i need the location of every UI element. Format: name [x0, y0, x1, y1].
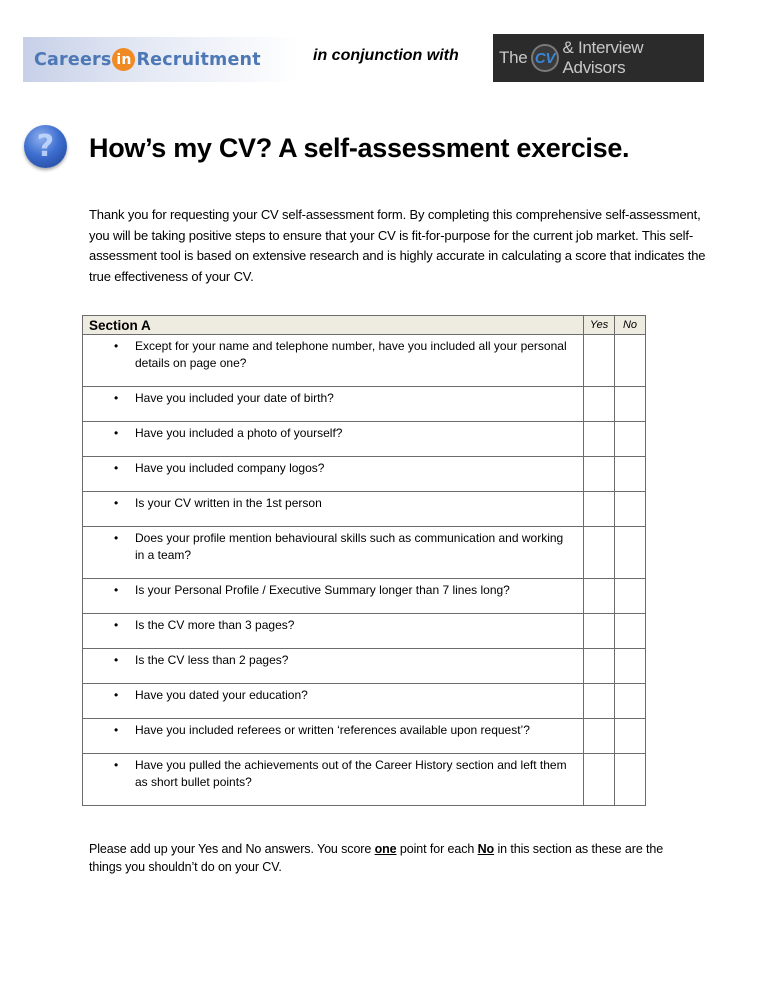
no-answer-box[interactable] [615, 684, 646, 719]
question-text: Is your CV written in the 1st person [135, 496, 322, 510]
table-row [83, 527, 646, 579]
no-answer-box[interactable] [615, 649, 646, 684]
cv-interview-advisors-logo [493, 34, 704, 82]
question-cell [83, 457, 584, 492]
bullet-icon: • [114, 583, 119, 597]
yes-answer-box[interactable] [584, 719, 615, 754]
section-label: Section A [83, 316, 584, 335]
question-text: Except for your name and telephone number, have you included all your personal details on page one? [135, 339, 567, 370]
question-text: Have you dated your education? [135, 688, 308, 702]
question-cell [83, 492, 584, 527]
no-answer-box[interactable] [615, 754, 646, 806]
logo-text-careers: Careers [34, 49, 112, 70]
scoring-instructions [89, 840, 699, 876]
question-cell [83, 335, 584, 387]
question-mark-icon: ? [24, 125, 67, 168]
no-answer-box[interactable] [615, 335, 646, 387]
bullet-icon: • [114, 531, 119, 545]
section-a-table [82, 315, 646, 806]
intro-paragraph: Thank you for requesting your CV self-assessment form. By completing this comprehensive self-assessment, you will be taking positive steps to ensure that your CV is fit-for-purpose for the current job market. This self-assessment tool is based on extensive research and is highly accurate in calculating a score that indicates the true effectiveness of your CV. [89, 207, 706, 284]
yes-answer-box[interactable] [584, 492, 615, 527]
bullet-icon: • [114, 461, 119, 475]
table-row [83, 422, 646, 457]
table-row [83, 649, 646, 684]
logo-text-the: The [499, 48, 528, 67]
bullet-icon: • [114, 391, 119, 405]
table-row [83, 684, 646, 719]
question-cell [83, 649, 584, 684]
yes-answer-box[interactable] [584, 527, 615, 579]
no-column-header: No [615, 316, 646, 335]
question-text: Does your profile mention behavioural skills such as communication and working in a team? [135, 531, 564, 562]
bullet-icon: • [114, 653, 119, 667]
table-header-row [83, 316, 646, 335]
footer-emphasis-one: one [374, 842, 397, 856]
table-row [83, 457, 646, 492]
table-row [83, 492, 646, 527]
no-answer-box[interactable] [615, 492, 646, 527]
footer-text-3: in this section as these are the things you shouldn’t do on your CV. [89, 842, 664, 874]
table-row [83, 614, 646, 649]
question-cell [83, 387, 584, 422]
bullet-icon: • [114, 758, 119, 772]
table-row [83, 719, 646, 754]
question-cell [83, 422, 584, 457]
footer-text-2: point for each [396, 842, 478, 856]
no-answer-box[interactable] [615, 579, 646, 614]
question-text: Have you included your date of birth? [135, 391, 334, 405]
cv-circle-icon: CV [531, 44, 558, 72]
table-row [83, 387, 646, 422]
question-cell [83, 579, 584, 614]
yes-answer-box[interactable] [584, 457, 615, 492]
conjunction-text: in conjunction with [313, 47, 459, 64]
bullet-icon: • [114, 618, 119, 632]
yes-answer-box[interactable] [584, 579, 615, 614]
table-row [83, 754, 646, 806]
yes-answer-box[interactable] [584, 754, 615, 806]
no-answer-box[interactable] [615, 457, 646, 492]
bullet-icon: • [114, 426, 119, 440]
footer-emphasis-no: No [477, 842, 495, 856]
table-row [83, 579, 646, 614]
question-text: Have you included company logos? [135, 461, 325, 475]
no-answer-box[interactable] [615, 527, 646, 579]
bullet-icon: • [114, 339, 119, 353]
question-cell [83, 684, 584, 719]
yes-answer-box[interactable] [584, 649, 615, 684]
question-cell [83, 719, 584, 754]
table-row [83, 335, 646, 387]
question-cell [83, 614, 584, 649]
page-header [0, 0, 768, 100]
careers-in-recruitment-logo [23, 37, 298, 82]
bullet-icon: • [114, 723, 119, 737]
question-text: Is the CV less than 2 pages? [135, 653, 289, 667]
no-answer-box[interactable] [615, 387, 646, 422]
yes-answer-box[interactable] [584, 684, 615, 719]
yes-answer-box[interactable] [584, 335, 615, 387]
question-text: Have you included a photo of yourself? [135, 426, 343, 440]
question-cell [83, 754, 584, 806]
footer-text-1: Please add up your Yes and No answers. You score [89, 842, 375, 856]
no-answer-box[interactable] [615, 614, 646, 649]
bullet-icon: • [114, 688, 119, 702]
question-cell [83, 527, 584, 579]
question-text: Have you pulled the achievements out of the Career History section and left them as short bullet points? [135, 758, 567, 789]
no-answer-box[interactable] [615, 719, 646, 754]
yes-answer-box[interactable] [584, 422, 615, 457]
yes-answer-box[interactable] [584, 614, 615, 649]
logo-text-recruitment: Recruitment [136, 49, 261, 70]
logo-in-circle-icon: in [112, 48, 135, 71]
page-title: How’s my CV? A self-assessment exercise. [89, 133, 630, 163]
yes-column-header: Yes [584, 316, 615, 335]
question-text: Is your Personal Profile / Executive Summary longer than 7 lines long? [135, 583, 510, 597]
no-answer-box[interactable] [615, 422, 646, 457]
question-text: Is the CV more than 3 pages? [135, 618, 295, 632]
yes-answer-box[interactable] [584, 387, 615, 422]
question-text: Have you included referees or written ‘references available upon request’? [135, 723, 530, 737]
bullet-icon: • [114, 496, 119, 510]
logo-text-advisors: & Interview Advisors [562, 38, 644, 77]
